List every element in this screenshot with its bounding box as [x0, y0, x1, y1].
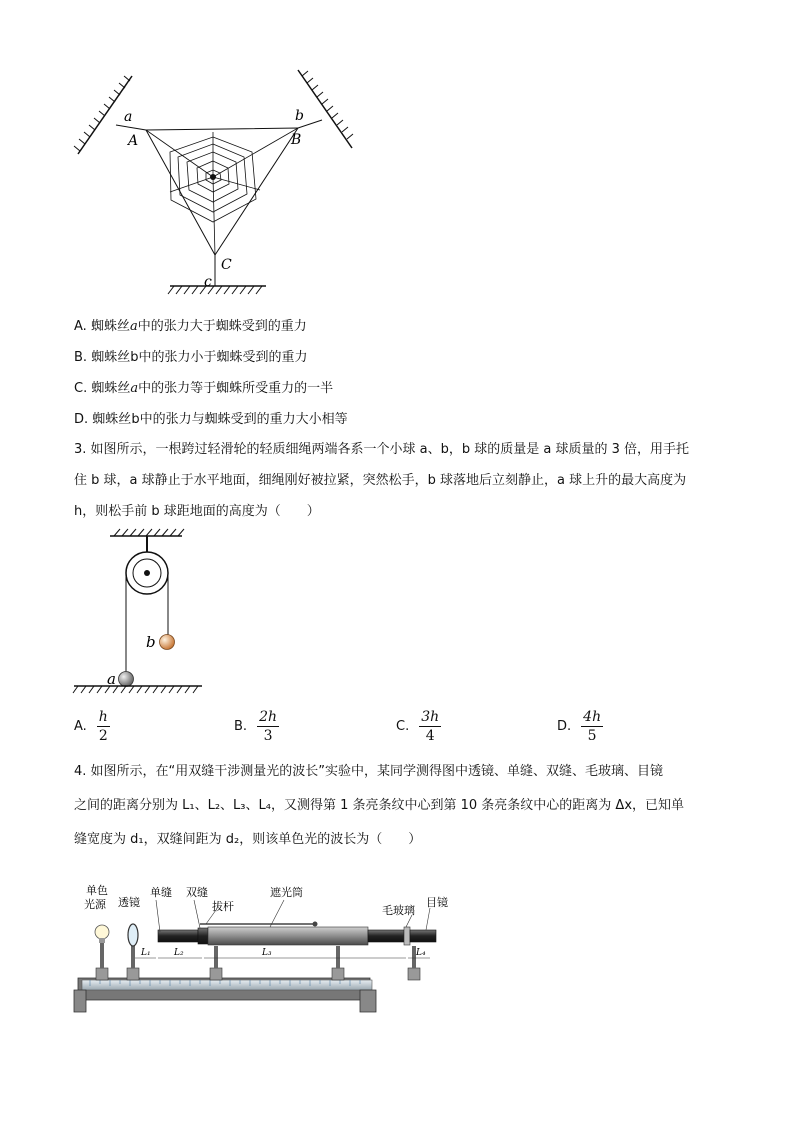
q2-option-d: D. 蜘蛛丝b中的张力与蜘蛛受到的重力大小相等 — [74, 412, 348, 427]
q3-choice-b: B. $\frac{2h}{3}$ — [234, 709, 277, 744]
label-L4: L₄ — [416, 948, 426, 958]
fraction: $\frac{4h}{5}$ — [583, 709, 602, 744]
label-L3: L₃ — [262, 948, 272, 958]
q4-line-2: 之间的距离分别为 L₁、L₂、L₃、L₄，又测得第 1 条亮条纹中心到第 10 条亮条纹中心的距离为 Δx，已知单 — [74, 798, 685, 813]
label-L1: L₁ — [141, 948, 151, 958]
pulley-figure — [70, 528, 210, 698]
label-L2: L₂ — [174, 948, 184, 958]
label-shade-tube: 遮光筒 — [270, 886, 303, 899]
q3-choice-a: A. $\frac{h}{2}$ — [74, 709, 108, 744]
q3-line-3: h，则松手前 b 球距地面的高度为（ ） — [74, 504, 320, 519]
q3-stem — [74, 434, 734, 527]
label-double-slit: 双缝 — [186, 886, 208, 899]
pulley-label-a: a — [107, 670, 116, 688]
q3-choice-d: D. $\frac{4h}{5}$ — [557, 709, 602, 744]
q4-line-3: 缝宽度为 d₁，双缝间距为 d₂，则该单色光的波长为（ ） — [74, 832, 422, 847]
q3-line-1: 3. 如图所示，一根跨过轻滑轮的轻质细绳两端各系一个小球 a、b，b 球的质量是 a 球质量的 3 倍，用手托 — [74, 442, 690, 457]
label-a: a — [124, 109, 133, 125]
q3-line-2: 住 b 球，a 球静止于水平地面，细绳刚好被拉紧，突然松手，b 球落地后立刻静止，a 球上升的最大高度为 — [74, 473, 687, 488]
label-lens: 透镜 — [118, 896, 140, 909]
spider-web-figure — [70, 62, 360, 302]
fraction: $\frac{2h}{3}$ — [259, 709, 277, 744]
label-C: C — [221, 257, 232, 273]
label-light-source-2: 光源 — [84, 898, 106, 911]
fraction: $\frac{3h}{4}$ — [421, 709, 440, 744]
fraction: $\frac{h}{2}$ — [98, 709, 108, 744]
q2-option-c: C. 蜘蛛丝a中的张力等于蜘蛛所受重力的一半 — [74, 381, 334, 396]
double-slit-apparatus-figure — [70, 880, 460, 1015]
label-A: A — [128, 133, 139, 149]
label-light-source-1: 单色 — [86, 884, 108, 897]
q3-choice-c: C. $\frac{3h}{4}$ — [396, 709, 440, 744]
label-B: B — [291, 132, 302, 148]
label-b: b — [295, 108, 304, 124]
label-c: c — [204, 274, 212, 290]
q4-line-1: 4. 如图所示，在“用双缝干涉测量光的波长”实验中，某同学测得图中透镜、单缝、双缝、毛玻璃、目镜 — [74, 764, 664, 779]
q2-option-a: A. 蜘蛛丝a中的张力大于蜘蛛受到的重力 — [74, 319, 307, 334]
label-lever: 拔杆 — [212, 900, 234, 913]
label-single-slit: 单缝 — [150, 886, 172, 899]
label-eyepiece: 目镜 — [426, 896, 448, 909]
q4-stem — [74, 756, 734, 855]
q2-option-b: B. 蜘蛛丝b中的张力小于蜘蛛受到的重力 — [74, 350, 308, 365]
label-frosted-glass: 毛玻璃 — [382, 904, 415, 917]
pulley-label-b: b — [146, 633, 156, 651]
